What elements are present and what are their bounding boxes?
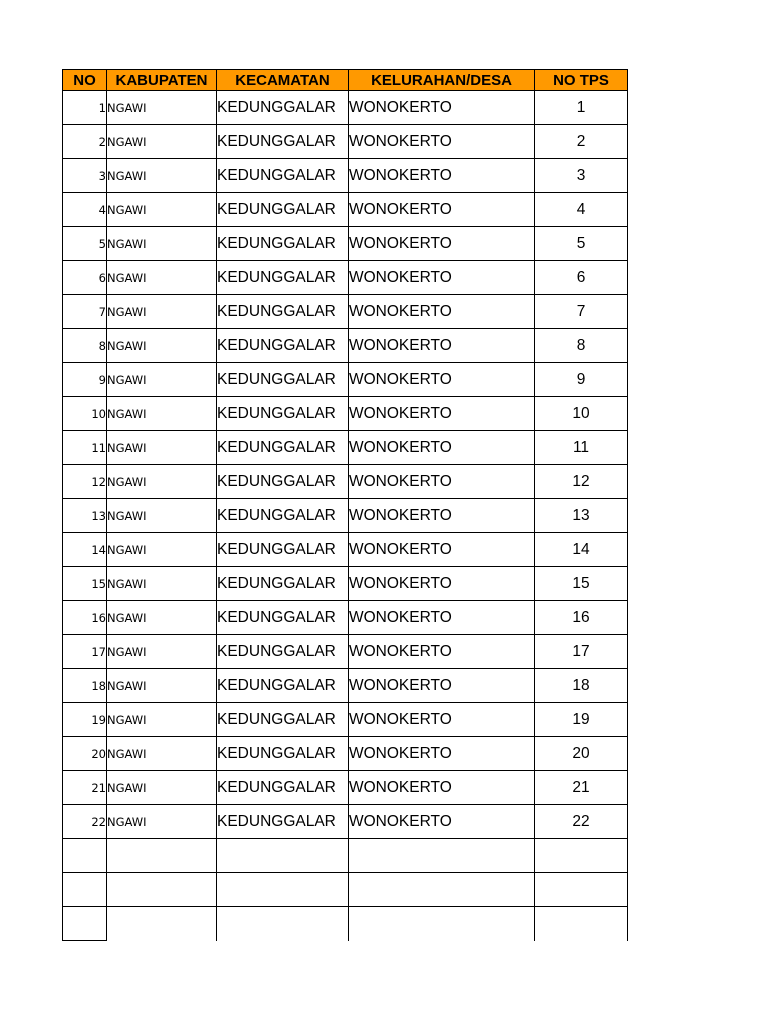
empty-cell[interactable] [107,873,217,907]
cell-kabupaten[interactable]: NGAWI [107,669,217,703]
cell-no-tps[interactable]: 7 [535,295,628,329]
cell-no-tps[interactable]: 18 [535,669,628,703]
cell-kabupaten[interactable]: NGAWI [107,805,217,839]
cell-kabupaten[interactable]: NGAWI [107,771,217,805]
cell-kabupaten[interactable]: NGAWI [107,703,217,737]
empty-cell[interactable] [63,873,107,907]
cell-no-tps[interactable]: 5 [535,227,628,261]
cell-kelurahan-desa[interactable]: WONOKERTO [349,635,535,669]
empty-cell[interactable] [535,907,628,941]
cell-kelurahan-desa[interactable]: WONOKERTO [349,533,535,567]
cell-no[interactable]: 3 [63,159,107,193]
cell-no-tps[interactable]: 11 [535,431,628,465]
cell-no[interactable]: 4 [63,193,107,227]
cell-kecamatan[interactable]: KEDUNGGALAR [217,159,349,193]
table-row [63,91,628,125]
cell-kecamatan[interactable]: KEDUNGGALAR [217,261,349,295]
table-row [63,193,628,227]
table-row [63,533,628,567]
cell-no[interactable]: 13 [63,499,107,533]
empty-cell[interactable] [107,839,217,873]
cell-kelurahan-desa[interactable]: WONOKERTO [349,193,535,227]
cell-kelurahan-desa[interactable]: WONOKERTO [349,431,535,465]
cell-no-tps[interactable]: 14 [535,533,628,567]
table-row [63,465,628,499]
cell-no[interactable]: 17 [63,635,107,669]
cell-kecamatan[interactable]: KEDUNGGALAR [217,499,349,533]
cell-kecamatan[interactable]: KEDUNGGALAR [217,703,349,737]
cell-no-tps[interactable]: 8 [535,329,628,363]
cell-kabupaten[interactable]: NGAWI [107,159,217,193]
empty-cell[interactable] [63,839,107,873]
cell-kabupaten[interactable]: NGAWI [107,431,217,465]
cell-no[interactable]: 9 [63,363,107,397]
empty-cell[interactable] [217,839,349,873]
cell-no[interactable]: 6 [63,261,107,295]
empty-cell[interactable] [107,907,217,941]
cell-kecamatan[interactable]: KEDUNGGALAR [217,227,349,261]
table-row [63,737,628,771]
header-no-tps[interactable]: NO TPS [535,70,628,91]
cell-kelurahan-desa[interactable]: WONOKERTO [349,499,535,533]
cell-kecamatan[interactable]: KEDUNGGALAR [217,193,349,227]
table-row [63,805,628,839]
table-row [63,295,628,329]
cell-kecamatan[interactable]: KEDUNGGALAR [217,125,349,159]
table-row [63,703,628,737]
cell-kelurahan-desa[interactable]: WONOKERTO [349,363,535,397]
empty-cell[interactable] [349,907,535,941]
cell-no[interactable]: 8 [63,329,107,363]
cell-kelurahan-desa[interactable]: WONOKERTO [349,329,535,363]
cell-kabupaten[interactable]: NGAWI [107,533,217,567]
cell-kelurahan-desa[interactable]: WONOKERTO [349,397,535,431]
cell-no-tps[interactable]: 9 [535,363,628,397]
cell-no[interactable]: 1 [63,91,107,125]
cell-no[interactable]: 5 [63,227,107,261]
cell-kelurahan-desa[interactable]: WONOKERTO [349,567,535,601]
cell-kecamatan[interactable]: KEDUNGGALAR [217,567,349,601]
header-row [63,70,628,91]
cell-kabupaten[interactable]: NGAWI [107,397,217,431]
empty-cell[interactable] [63,907,107,941]
cell-no-tps[interactable]: 12 [535,465,628,499]
table-row [63,601,628,635]
cell-kabupaten[interactable]: NGAWI [107,329,217,363]
header-kabupaten[interactable]: KABUPATEN [107,70,217,91]
header-kecamatan[interactable]: KECAMATAN [217,70,349,91]
cell-kelurahan-desa[interactable]: WONOKERTO [349,601,535,635]
cell-kecamatan[interactable]: KEDUNGGALAR [217,91,349,125]
cell-no-tps[interactable]: 16 [535,601,628,635]
cell-kelurahan-desa[interactable]: WONOKERTO [349,261,535,295]
empty-cell[interactable] [535,873,628,907]
empty-cell[interactable] [535,839,628,873]
cell-no-tps[interactable]: 13 [535,499,628,533]
cell-kecamatan[interactable]: KEDUNGGALAR [217,737,349,771]
cell-kabupaten[interactable]: NGAWI [107,227,217,261]
table-row [63,635,628,669]
cell-kelurahan-desa[interactable]: WONOKERTO [349,91,535,125]
table-row [63,159,628,193]
cell-no-tps[interactable]: 19 [535,703,628,737]
cell-kabupaten[interactable]: NGAWI [107,737,217,771]
cell-no[interactable]: 19 [63,703,107,737]
cell-kabupaten[interactable]: NGAWI [107,499,217,533]
cell-no-tps[interactable]: 20 [535,737,628,771]
cell-kabupaten[interactable]: NGAWI [107,295,217,329]
cell-kecamatan[interactable]: KEDUNGGALAR [217,771,349,805]
table-row [63,567,628,601]
cell-no-tps[interactable]: 10 [535,397,628,431]
cell-kelurahan-desa[interactable]: WONOKERTO [349,703,535,737]
cell-kelurahan-desa[interactable]: WONOKERTO [349,771,535,805]
cell-kabupaten[interactable]: NGAWI [107,91,217,125]
cell-kecamatan[interactable]: KEDUNGGALAR [217,329,349,363]
cell-no[interactable]: 14 [63,533,107,567]
empty-row [63,907,628,941]
cell-kelurahan-desa[interactable]: WONOKERTO [349,159,535,193]
cell-no-tps[interactable]: 17 [535,635,628,669]
cell-no[interactable]: 18 [63,669,107,703]
table-row [63,261,628,295]
cell-no[interactable]: 15 [63,567,107,601]
cell-no[interactable]: 16 [63,601,107,635]
empty-cell[interactable] [349,839,535,873]
cell-kelurahan-desa[interactable]: WONOKERTO [349,295,535,329]
cell-no[interactable]: 7 [63,295,107,329]
empty-cell[interactable] [349,873,535,907]
cell-no-tps[interactable]: 15 [535,567,628,601]
cell-kecamatan[interactable]: KEDUNGGALAR [217,363,349,397]
cell-kelurahan-desa[interactable]: WONOKERTO [349,465,535,499]
cell-kelurahan-desa[interactable]: WONOKERTO [349,805,535,839]
cell-kabupaten[interactable]: NGAWI [107,193,217,227]
cell-no-tps[interactable]: 6 [535,261,628,295]
cell-kelurahan-desa[interactable]: WONOKERTO [349,737,535,771]
table-row [63,125,628,159]
header-no[interactable]: NO [63,70,107,91]
cell-kelurahan-desa[interactable]: WONOKERTO [349,125,535,159]
cell-no[interactable]: 12 [63,465,107,499]
tps-table [62,69,628,941]
cell-no-tps[interactable]: 22 [535,805,628,839]
cell-no[interactable]: 22 [63,805,107,839]
cell-kelurahan-desa[interactable]: WONOKERTO [349,227,535,261]
empty-cell[interactable] [217,907,349,941]
cell-no[interactable]: 21 [63,771,107,805]
cell-kabupaten[interactable]: NGAWI [107,635,217,669]
cell-no[interactable]: 11 [63,431,107,465]
cell-no[interactable]: 2 [63,125,107,159]
cell-kecamatan[interactable]: KEDUNGGALAR [217,635,349,669]
table-row [63,669,628,703]
cell-kecamatan[interactable]: KEDUNGGALAR [217,533,349,567]
cell-kabupaten[interactable]: NGAWI [107,125,217,159]
cell-no-tps[interactable]: 3 [535,159,628,193]
cell-kecamatan[interactable]: KEDUNGGALAR [217,431,349,465]
cell-kabupaten[interactable]: NGAWI [107,465,217,499]
cell-kecamatan[interactable]: KEDUNGGALAR [217,465,349,499]
table-row [63,431,628,465]
cell-kabupaten[interactable]: NGAWI [107,567,217,601]
cell-no-tps[interactable]: 4 [535,193,628,227]
cell-no-tps[interactable]: 1 [535,91,628,125]
cell-no[interactable]: 10 [63,397,107,431]
table-row [63,227,628,261]
cell-kabupaten[interactable]: NGAWI [107,363,217,397]
empty-row [63,839,628,873]
cell-kecamatan[interactable]: KEDUNGGALAR [217,295,349,329]
empty-cell[interactable] [217,873,349,907]
empty-row [63,873,628,907]
header-kelurahan-desa[interactable]: KELURAHAN/DESA [349,70,535,91]
cell-no-tps[interactable]: 21 [535,771,628,805]
cell-kecamatan[interactable]: KEDUNGGALAR [217,669,349,703]
table-row [63,397,628,431]
table-row [63,771,628,805]
cell-kabupaten[interactable]: NGAWI [107,261,217,295]
table-row [63,329,628,363]
cell-kecamatan[interactable]: KEDUNGGALAR [217,397,349,431]
table-row [63,363,628,397]
table-row [63,499,628,533]
cell-no[interactable]: 20 [63,737,107,771]
cell-kelurahan-desa[interactable]: WONOKERTO [349,669,535,703]
cell-kecamatan[interactable]: KEDUNGGALAR [217,805,349,839]
cell-kecamatan[interactable]: KEDUNGGALAR [217,601,349,635]
cell-kabupaten[interactable]: NGAWI [107,601,217,635]
cell-no-tps[interactable]: 2 [535,125,628,159]
